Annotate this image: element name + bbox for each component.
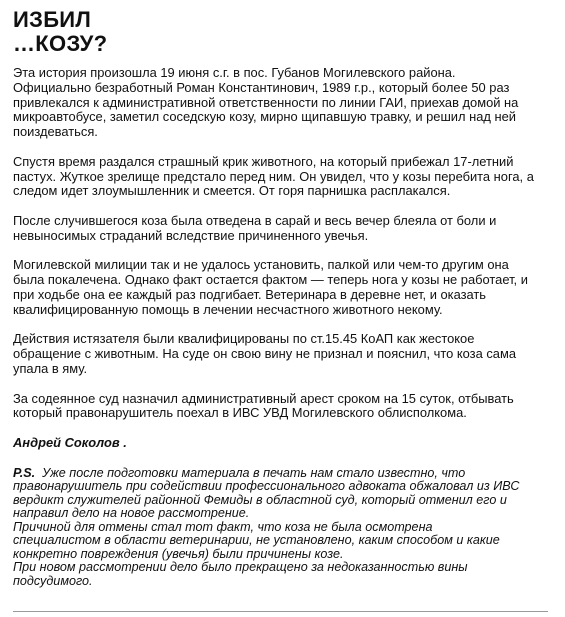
paragraph <box>13 332 558 376</box>
article-body <box>13 66 558 588</box>
paragraph-line: Эта история произошла 19 июня с.г. в пос. Губанов Могилевского района. <box>13 65 456 80</box>
title-line: ИЗБИЛ <box>13 7 92 32</box>
postscript-line: специалистом в области ветеринарии, не установлено, каким способом и какие <box>13 533 500 548</box>
postscript-line: конкретно повреждения (увечья) были причинены козе. <box>13 546 344 561</box>
paragraph-line: привлекался к административной ответственности по линии ГАИ, приехав домой на <box>13 94 519 110</box>
paragraph <box>13 214 558 244</box>
postscript-line: подсудимого. <box>13 573 93 588</box>
paragraph-line: Спустя время раздался страшный крик животного, на который прибежал 17-летний <box>13 153 514 169</box>
paragraph-line: квалифицированную помощь в лечении несчастного животного некому. <box>13 301 443 317</box>
paragraph-line: микроавтобусе, заметил соседскую козу, мирно щипавшую травку, и решил над ней <box>13 109 516 125</box>
postscript-line: При новом рассмотрении дело было прекращено за недоказанностью вины <box>13 560 468 575</box>
author-signature: Андрей Соколов . <box>13 434 127 450</box>
paragraph-line: После случившегося коза была отведена в сарай и весь вечер блеяла от боли и <box>13 212 497 228</box>
paragraph-line: который правонарушитель поехал в ИВС УВД Могилевского облисполкома. <box>13 405 467 421</box>
postscript-text: Уже после подготовки материала в печать нам стало известно, что <box>35 465 466 480</box>
paragraph-line: поиздеваться. <box>13 124 98 140</box>
paragraph-line: пастух. Жуткое зрелище предстало перед ним. Он увидел, что у козы перебита нога, а <box>13 168 534 184</box>
postscript <box>13 467 558 589</box>
postscript-line: правонарушитель при содействии профессионального адвоката обжаловал из ИВС <box>13 479 520 494</box>
paragraph-line: Могилевской милиции так и не удалось установить, палкой или чем-то другим она <box>13 257 509 273</box>
bottom-divider <box>13 611 548 612</box>
postscript-line: вердикт служителей районной Фемиды в областной суд, который отменил его и <box>13 492 507 507</box>
postscript-label: P.S. <box>13 465 36 480</box>
postscript-first-line <box>13 467 558 481</box>
paragraph-line: невыносимых страданий вследствие причиненного увечья. <box>13 227 369 243</box>
paragraph-line: упала в яму. <box>13 360 88 376</box>
paragraph-line: обращение с животным. На суде он свою вину не признал и пояснил, что коза сама <box>13 346 516 362</box>
paragraph <box>13 258 558 317</box>
article-title <box>13 8 107 56</box>
paragraph <box>13 392 558 422</box>
paragraph-line: следом идет злоумышленник и смеется. От горя парнишка расплакался. <box>13 183 451 199</box>
postscript-line: направил дело на новое рассмотрение. <box>13 506 250 521</box>
paragraph <box>13 155 558 199</box>
paragraph-line: Действия истязателя были квалифицированы по ст.15.45 КоАП как жестокое <box>13 331 475 347</box>
paragraph-line: Официально безработный Роман Константинович, 1989 г.р., который более 50 раз <box>13 79 510 95</box>
postscript-line: Причиной для отмены стал тот факт, что коза не была осмотрена <box>13 519 433 534</box>
title-line: …КОЗУ? <box>13 31 108 56</box>
paragraph-line: при ходьбе она ее каждый раз подгибает. Ветеринара в деревне нет, и оказать <box>13 286 487 302</box>
paragraph-line: была покалечена. Однако факт остается фактом — теперь нога у козы не работает, и <box>13 272 528 288</box>
paragraph <box>13 66 558 140</box>
paragraph-line: За содеянное суд назначил административный арест сроком на 15 суток, отбывать <box>13 390 514 406</box>
